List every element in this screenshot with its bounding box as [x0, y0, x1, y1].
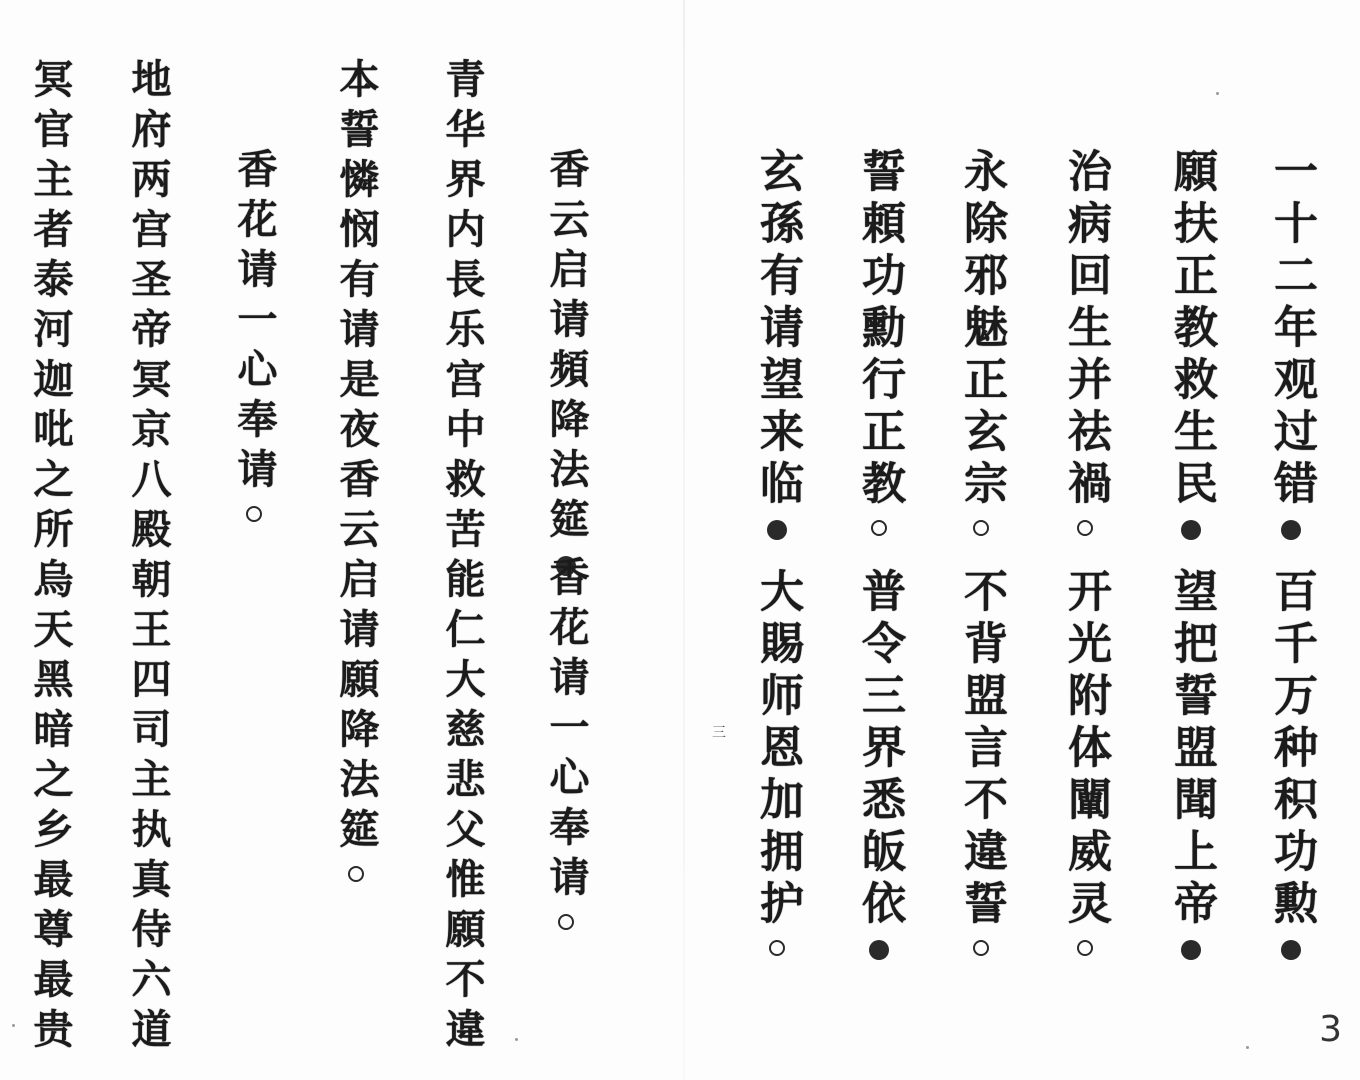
verse-text: 玄孫有请望来临	[752, 148, 803, 512]
punctuation-circle	[769, 940, 785, 956]
punctuation-circle	[973, 940, 989, 956]
verse-text: 永除邪魅正玄宗	[956, 148, 1007, 512]
verse-column	[1057, 568, 1113, 964]
verse-column	[1057, 148, 1113, 544]
verse-column	[1163, 148, 1219, 548]
invocation-text: 本誓憐悯有请是夜香云启请願降法筵	[333, 58, 380, 858]
verse-text: 治病回生并祛禍	[1060, 148, 1111, 512]
verse-column	[1263, 568, 1319, 968]
invocation-column	[540, 148, 592, 584]
verse-column	[749, 148, 805, 548]
invocation-column	[228, 148, 280, 530]
right-page	[685, 0, 1360, 1080]
verse-text: 一十二年观过错	[1266, 148, 1317, 512]
invocation-text: 香花请一心奉请	[543, 556, 590, 906]
punctuation-circle	[973, 520, 989, 536]
invocation-column	[330, 58, 382, 890]
invocation-text: 青华界内長乐宫中救苦能仁大慈悲父惟願不違	[439, 58, 486, 1058]
punctuation-circle	[1077, 520, 1093, 536]
invocation-text: 地府两宫圣帝冥京八殿朝王四司主执真侍六道	[125, 58, 172, 1058]
punctuation-circle	[1077, 940, 1093, 956]
verse-column	[953, 148, 1009, 544]
invocation-text: 香云启请頻降法筵	[543, 148, 590, 548]
verse-column	[749, 568, 805, 964]
verse-text: 大賜师恩加拥护	[752, 568, 803, 932]
punctuation-dot	[767, 520, 787, 540]
scan-speck	[12, 1024, 15, 1027]
verse-text: 望把誓盟聞上帝	[1166, 568, 1217, 932]
verse-column	[1263, 148, 1319, 548]
verse-text: 誓頼功勳行正教	[854, 148, 905, 512]
invocation-column	[24, 58, 76, 1058]
punctuation-dot	[1281, 520, 1301, 540]
invocation-column	[436, 58, 488, 1058]
side-marker: 三	[712, 725, 726, 741]
scan-speck	[1246, 1046, 1249, 1049]
punctuation-dot	[1181, 520, 1201, 540]
invocation-text: 冥官主者泰河迦吡之所烏天黑暗之乡最尊最贵	[27, 58, 74, 1058]
verse-column	[953, 568, 1009, 964]
punctuation-circle	[246, 506, 262, 522]
punctuation-dot	[1281, 940, 1301, 960]
scan-speck	[1216, 92, 1219, 95]
punctuation-circle	[348, 866, 364, 882]
page-number: 3	[1319, 1009, 1342, 1050]
invocation-column	[540, 556, 592, 938]
verse-text: 百千万种积功勲	[1266, 568, 1317, 932]
verse-column	[851, 148, 907, 544]
invocation-column	[122, 58, 174, 1058]
verse-text: 願扶正教救生民	[1166, 148, 1217, 512]
invocation-text: 香花请一心奉请	[231, 148, 278, 498]
punctuation-circle	[871, 520, 887, 536]
verse-text: 不背盟言不違誓	[956, 568, 1007, 932]
punctuation-dot	[1181, 940, 1201, 960]
verse-column	[1163, 568, 1219, 968]
verse-text: 普令三界悉皈依	[854, 568, 905, 932]
verse-text: 开光附体闡威灵	[1060, 568, 1111, 932]
punctuation-dot	[869, 940, 889, 960]
scan-speck	[515, 1038, 518, 1041]
punctuation-circle	[558, 914, 574, 930]
verse-column	[851, 568, 907, 968]
